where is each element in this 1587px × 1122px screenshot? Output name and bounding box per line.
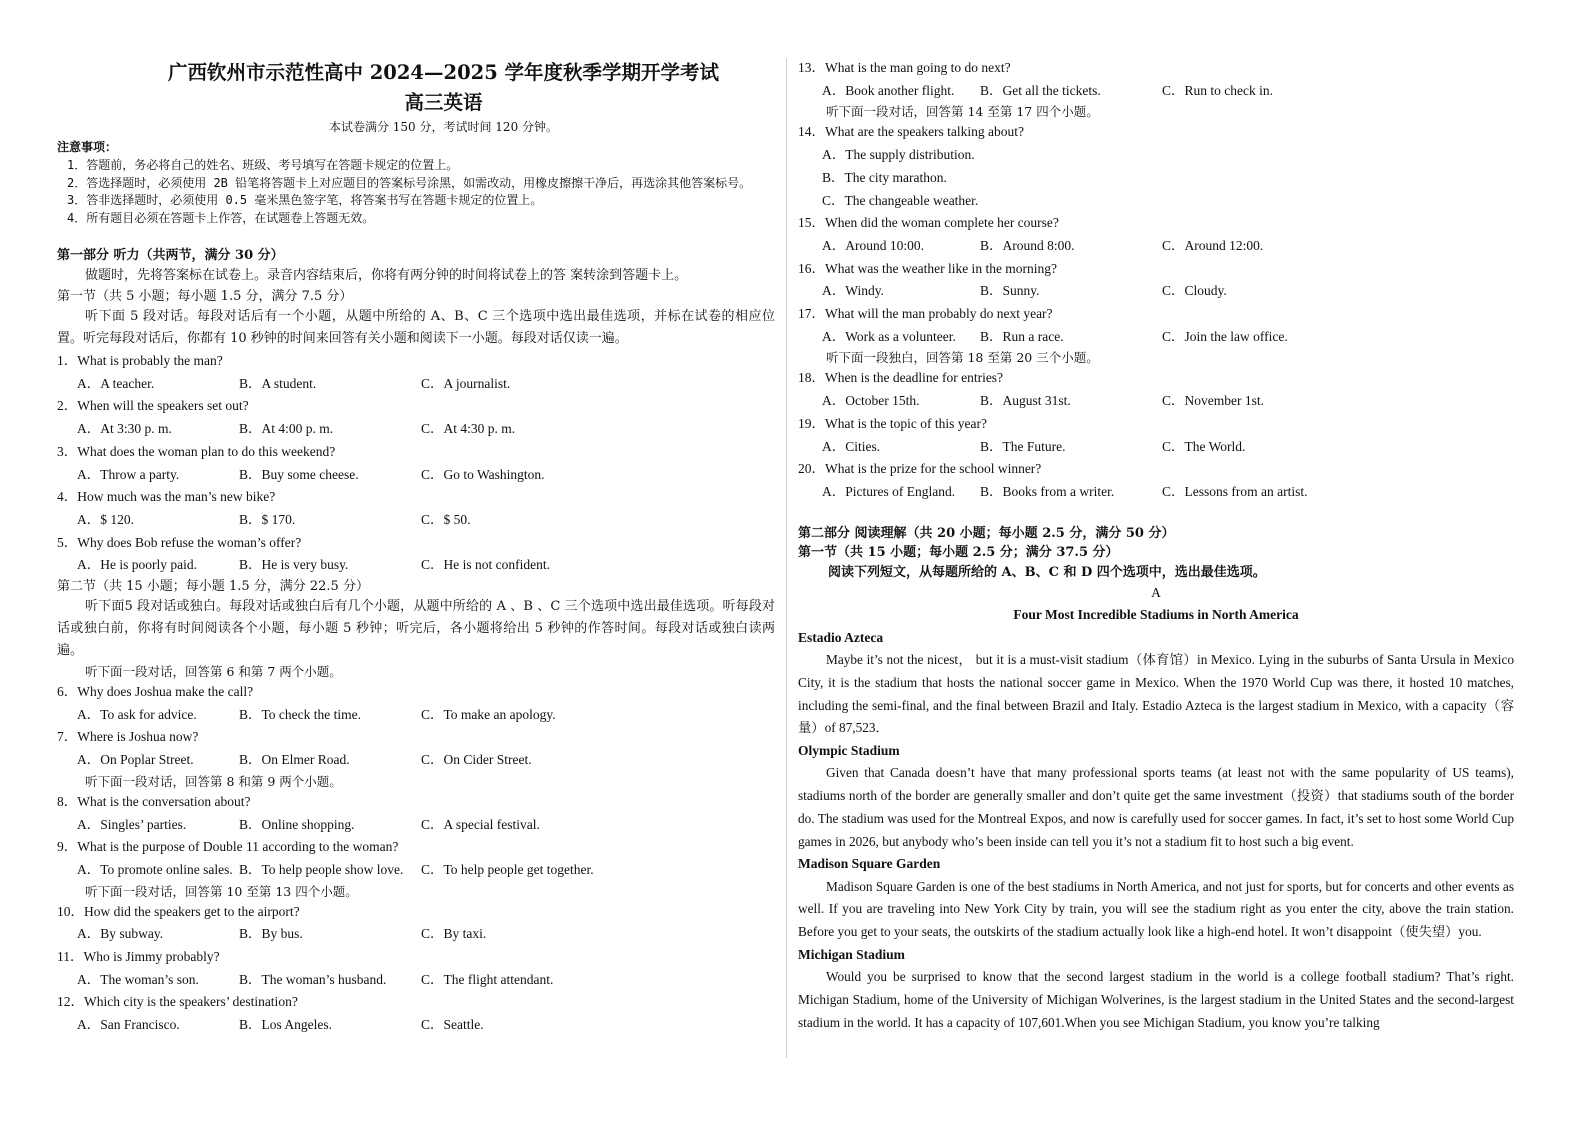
part2-section1-heading: 第一节（共 15 小题；每小题 2.5 分；满分 37.5 分） — [798, 545, 1119, 561]
passage-letter: A — [1151, 585, 1161, 601]
section2-heading: 第二节（共 15 小题；每小题 1.5 分，满分 22.5 分） — [57, 579, 369, 595]
notice-item: 3．答非选择题时，必须使用 0.5 毫米黑色签字笔，将答案书写在答题卡规定的位置上。 — [67, 193, 543, 207]
option-c: C．The flight attendant. — [421, 971, 554, 987]
stadium-heading: Estadio Azteca — [798, 629, 884, 645]
question-stem: 1．What is probably the man? — [57, 353, 223, 368]
option-a: A．Cities. — [822, 438, 881, 454]
column-divider — [786, 58, 787, 1058]
option-c: C．November 1st. — [1162, 393, 1264, 409]
option-c: C．Go to Washington. — [421, 466, 545, 482]
exam-subtitle: 高三英语 — [404, 91, 483, 114]
option-b: B．Buy some cheese. — [239, 466, 359, 482]
option-a: A．The woman’s son. — [77, 971, 199, 987]
question-stem: 18．When is the deadline for entries? — [798, 370, 1004, 386]
question-options — [798, 436, 1514, 459]
option-b: B．At 4:00 p. m. — [239, 421, 334, 437]
option-b: B．The city marathon. — [822, 169, 947, 185]
question-stem: 15．When did the woman complete her course? — [798, 215, 1059, 231]
option-a: A．October 15th. — [822, 393, 920, 409]
option-b: B．The Future. — [980, 438, 1066, 454]
notice-item: 2．答选择题时，必须使用 2B 铅笔将答题卡上对应题目的答案标号涂黑，如需改动，用橡皮擦擦干净后，再选涂其他答案标号。 — [67, 175, 752, 190]
part2-instructions: 阅读下列短文，从每题所给的 A、B、C 和 D 四个选项中，选出最佳选项。 — [828, 564, 1266, 580]
option-a: A．Windy. — [822, 283, 884, 299]
question-stem: 6．Why does Joshua make the call? — [57, 684, 254, 700]
question-stem: 19．What is the topic of this year? — [798, 415, 987, 431]
right-column — [798, 57, 1514, 1035]
question-stem: 20．What is the prize for the school winner? — [798, 461, 1042, 477]
listening-hint: 听下面一段对话，回答第 8 和第 9 两个小题。 — [85, 773, 342, 789]
option-b: B．Run a race. — [980, 328, 1064, 344]
question-stem: 13．What is the man going to do next? — [798, 60, 1011, 75]
option-c: C．Cloudy. — [1162, 283, 1227, 299]
option-b: B．By bus. — [239, 926, 303, 942]
option-b: B．August 31st. — [980, 393, 1071, 409]
question-stem: 14．What are the speakers talking about? — [798, 124, 1025, 140]
option-a: A．To ask for advice. — [77, 706, 197, 722]
option-b: B．Sunny. — [980, 283, 1040, 299]
question-options — [57, 749, 775, 772]
option-a: A．Singles’ parties. — [77, 816, 187, 832]
option-b: B．The woman’s husband. — [239, 971, 387, 987]
option-c: C．Around 12:00. — [1162, 237, 1264, 253]
question-stem: 7．Where is Joshua now? — [57, 729, 199, 745]
option-c: C．A special festival. — [421, 816, 540, 832]
question-stem: 9．What is the purpose of Double 11 according to the woman? — [57, 839, 399, 855]
option-a: A．Pictures of England. — [822, 483, 956, 499]
question-options — [57, 373, 775, 396]
option-c: C．$ 50. — [421, 511, 471, 527]
listening-hint: 听下面一段对话，回答第 10 至第 13 四个小题。 — [85, 883, 358, 899]
section2-instructions: 听下面5 段对话或独白。每段对话或独白后有几个小题，从题中所给的 A 、B 、C 三个选项中选出最佳选项。听每段对话或独白前，你将有时间阅读各个小题，每小题 5 秒钟；听完后，各小题将给出 5 秒钟的作答时间。每段对话或独白读两遍。 — [57, 599, 775, 659]
option-a: A．He is poorly paid. — [77, 557, 197, 573]
option-b: B．To check the time. — [239, 706, 362, 722]
option-a: A．The supply distribution. — [822, 147, 975, 163]
option-c: C．At 4:30 p. m. — [421, 421, 516, 437]
option-b: B．$ 170. — [239, 511, 296, 527]
option-c: C．By taxi. — [421, 926, 487, 942]
stadium-paragraph: Madison Square Garden is one of the best stadiums in North America, and not just for sports, but for concerts and other events as well. If you are traveling into New York City by train, you will see the stadium right as you enter the city, above the train station. Before you get to your seats, the outskirts of the stadium actually look like a high-end hotel. It won’t disappoint（使失望）you. — [798, 878, 1514, 940]
option-c: C．To make an apology. — [421, 706, 556, 722]
exam-info: 本试卷满分 150 分，考试时间 120 分钟。 — [328, 120, 559, 134]
option-a: A．$ 120. — [77, 511, 134, 527]
option-c: C．Lessons from an artist. — [1162, 483, 1308, 499]
stadium-heading: Michigan Stadium — [798, 946, 905, 962]
question-options — [57, 969, 775, 992]
question-options — [798, 280, 1514, 303]
option-a: A．Work as a volunteer. — [822, 328, 956, 344]
part1-heading: 第一部分 听力（共两节，满分 30 分） — [57, 248, 284, 263]
option-a: A．On Poplar Street. — [77, 752, 194, 768]
option-b: B．Around 8:00. — [980, 237, 1075, 253]
section1-heading: 第一节（共 5 小题；每小题 1.5 分，满分 7.5 分） — [57, 289, 353, 304]
notice-item: 1．答题前，务必将自己的姓名、班级、考号填写在答题卡规定的位置上。 — [67, 158, 459, 172]
left-column — [57, 58, 775, 1037]
option-a: A．To promote online sales. — [77, 861, 233, 877]
notice-item: 4．所有题目必须在答题卡上作答，在试题卷上答题无效。 — [67, 210, 375, 225]
question-options — [57, 464, 775, 487]
stadium-heading: Madison Square Garden — [798, 856, 941, 872]
option-c: C．Seattle. — [421, 1017, 484, 1033]
option-a: A．San Francisco. — [77, 1017, 180, 1033]
option-b: B．On Elmer Road. — [239, 752, 350, 768]
option-a: A．A teacher. — [77, 375, 155, 391]
option-a: A．At 3:30 p. m. — [77, 421, 172, 437]
stadium-heading: Olympic Stadium — [798, 742, 900, 758]
question-options — [57, 704, 775, 727]
stadium-paragraph: Would you be surprised to know that the second largest stadium in the world is a college football stadium? That’s right. Michigan Stadium, home of the University of Michigan Wolverines, is the largest stadium in the United States and the second-largest stadium in the world. It has a capacity of 107,601.When you see Michigan Stadium, you know you’re talking — [798, 969, 1514, 1030]
question-stem: 11．Who is Jimmy probably? — [57, 949, 220, 965]
option-c: C．The changeable weather. — [822, 192, 979, 208]
question-options — [57, 859, 775, 882]
question-stem: 10．How did the speakers get to the airport? — [57, 903, 300, 919]
section1-instructions: 听下面 5 段对话。每段对话后有一个小题，从题中所给的 A、B、C 三个选项中选出最佳选项，并标在试卷的相应位置。听完每段对话后，你都有 10 秒钟的时间来回答有关小题和阅读下一小题。每段对话仅读一遍。 — [57, 309, 775, 346]
option-c: C．To help people get together. — [421, 861, 594, 877]
option-b: B．Get all the tickets. — [980, 82, 1101, 98]
option-b: B．He is very busy. — [239, 557, 349, 573]
option-a: A．By subway. — [77, 926, 164, 942]
part1-intro: 做题时，先将答案标在试卷上。录音内容结束后，你将有两分钟的时间将试卷上的答 案转涂到答题卡上。 — [85, 268, 688, 283]
question-options — [57, 418, 775, 441]
question-options — [798, 390, 1514, 413]
question-options — [798, 326, 1514, 349]
option-c: C．Run to check in. — [1162, 82, 1273, 98]
question-options — [798, 235, 1514, 258]
notice-heading: 注意事项： — [57, 140, 118, 154]
option-b: B．A student. — [239, 375, 317, 391]
stadium-paragraph: Given that Canada doesn’t have that many professional sports teams (at least not with the same popularity of US teams), stadiums north of the border are generally smaller and don’t quite get the same investment（投资）that stadiums south of the border do. The stadium was used for the Montreal Expos, and now is carefully used for soccer games. In fact, it’s set to host some World Cup games in 2026, but anybody who’s been inside can tell you it’s not a stadium fit to host such a big event. — [798, 765, 1514, 849]
option-a: A．Around 10:00. — [822, 237, 924, 253]
option-c: C．He is not confident. — [421, 557, 550, 573]
question-stem: 16．What was the weather like in the morning? — [798, 260, 1058, 276]
part2-heading: 第二部分 阅读理解（共 20 小题；每小题 2.5 分，满分 50 分） — [798, 525, 1175, 541]
option-c: C．On Cider Street. — [421, 752, 532, 768]
passage-title: Four Most Incredible Stadiums in North America — [1013, 607, 1299, 623]
exam-title: 广西钦州市示范性高中 2024—2025 学年度秋季学期开学考试 — [167, 61, 720, 84]
question-options — [798, 80, 1514, 103]
option-c: C．A journalist. — [421, 375, 511, 391]
listening-hint: 听下面一段对话，回答第 6 和第 7 两个小题。 — [85, 664, 342, 680]
question-stem: 2．When will the speakers set out? — [57, 398, 249, 414]
question-stem: 8．What is the conversation about? — [57, 793, 251, 809]
option-b: B．Books from a writer. — [980, 483, 1115, 499]
listening-hint: 听下面一段对话，回答第 14 至第 17 四个小题。 — [826, 104, 1099, 120]
question-stem: 17．What will the man probably do next year? — [798, 306, 1053, 322]
option-b: B．To help people show love. — [239, 861, 404, 877]
option-b: B．Los Angeles. — [239, 1017, 332, 1033]
question-stem: 5．Why does Bob refuse the woman’s offer? — [57, 534, 302, 550]
option-b: B．Online shopping. — [239, 816, 355, 832]
question-options — [57, 814, 775, 837]
option-c: C．The World. — [1162, 438, 1246, 454]
question-stem: 4．How much was the man’s new bike? — [57, 489, 276, 505]
question-options — [57, 554, 775, 577]
listening-hint: 听下面一段独白，回答第 18 至第 20 三个小题。 — [826, 350, 1099, 366]
option-a: A．Book another flight. — [822, 82, 955, 98]
question-options — [57, 1014, 775, 1037]
question-options — [57, 509, 775, 532]
question-options — [57, 923, 775, 946]
question-stem: 3．What does the woman plan to do this weekend? — [57, 443, 336, 459]
question-options — [798, 481, 1514, 504]
option-c: C．Join the law office. — [1162, 328, 1288, 344]
option-a: A．Throw a party. — [77, 466, 180, 482]
stadium-paragraph: Maybe it’s not the nicest， but it is a must-visit stadium（体育馆）in Mexico. Lying in the suburbs of Santa Ursula in Mexico City, it is the stadium that hosts the national soccer game in Mexico. When the 1970 World Cup was there, it hosted 10 matches, including the semi-final, and the final between Brazil and Italy. Estadio Azteca is the largest stadium in Mexico, with a capacity（容量）of 87,523． — [798, 652, 1514, 736]
question-stem: 12．Which city is the speakers’ destination? — [57, 994, 298, 1010]
